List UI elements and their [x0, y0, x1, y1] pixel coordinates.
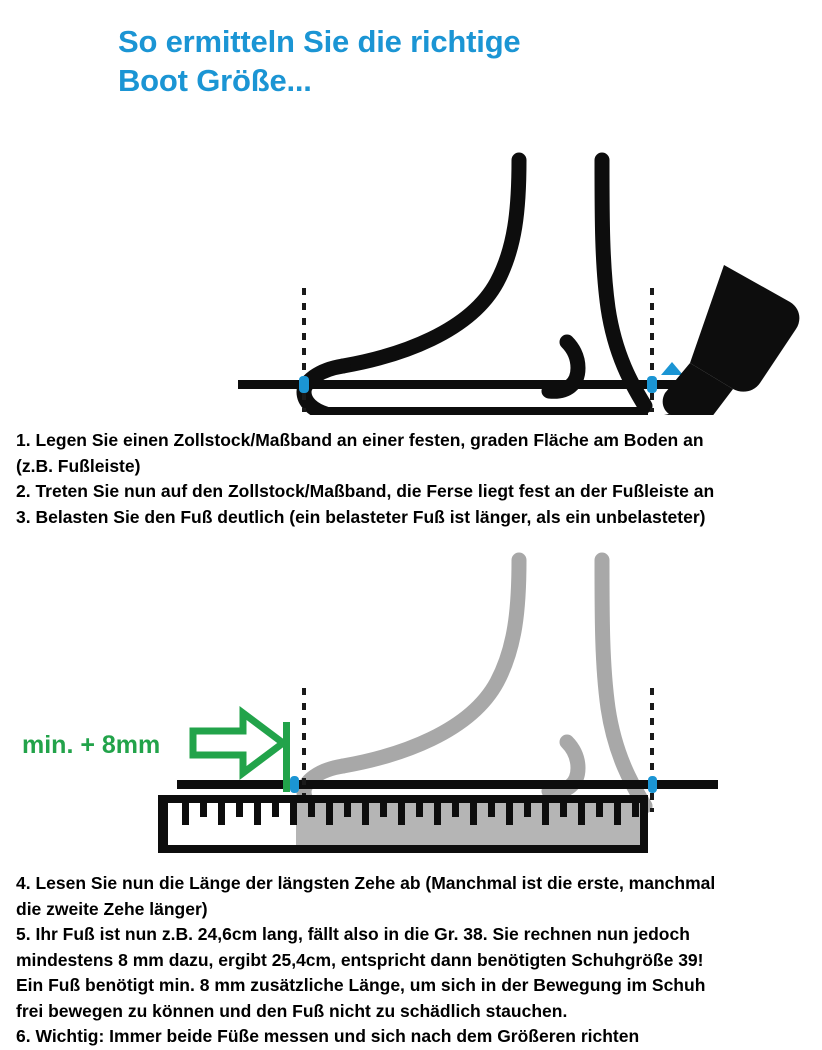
step-line: 6. Wichtig: Immer beide Füße messen und sich nach dem Größeren richten [16, 1026, 640, 1046]
step-line: 4. Lesen Sie nun die Länge der längsten Zehe ab (Manchmal ist die erste, manchmal [16, 873, 716, 893]
page-title-line-1: So ermitteln Sie die richtige [118, 24, 521, 59]
step-line: Ein Fuß benötigt min. 8 mm zusätzliche Länge, um sich in der Bewegung im Schuh [16, 975, 706, 995]
marker-pen [659, 265, 799, 415]
floor-line [238, 380, 718, 389]
instructions-steps-1-3 [16, 428, 811, 530]
step-line: 3. Belasten Sie den Fuß deutlich (ein belasteter Fuß ist länger, als ein unbelasteter) [16, 506, 706, 527]
blue-marker-toe [290, 776, 299, 793]
step-line: (z.B. Fußleiste) [16, 455, 141, 476]
green-arrow [193, 713, 283, 773]
blue-marker-toe [299, 376, 309, 393]
step-line: 5. Ihr Fuß ist nun z.B. 24,6cm lang, fällt also in die Gr. 38. Sie rechnen nun jedoch [16, 924, 690, 944]
diagram-foot-with-marker [0, 140, 822, 415]
diagram-foot-with-ruler [0, 545, 822, 865]
step-line: 1. Legen Sie einen Zollstock/Maßband an einer festen, graden Fläche am Boden an [16, 430, 704, 450]
blue-arrow-tip [661, 362, 683, 375]
page-title [118, 22, 758, 100]
ruler [158, 795, 648, 853]
blue-marker-heel [648, 776, 657, 793]
foot-outline-gray [304, 560, 645, 814]
step-line: frei bewegen zu können und den Fuß nicht zu schädlich stauchen. [16, 1000, 568, 1021]
floor-line [177, 780, 718, 789]
page-title-line-2: Boot Größe... [118, 63, 312, 98]
step-line: die zweite Zehe länger) [16, 898, 208, 919]
green-extra-length-line [283, 722, 290, 792]
step-line: 2. Treten Sie nun auf den Zollstock/Maßband, die Ferse liegt fest an der Fußleiste an [16, 481, 715, 501]
blue-marker-heel [647, 376, 657, 393]
step-line: mindestens 8 mm dazu, ergibt 25,4cm, entspricht dann benötigten Schuhgröße 39! [16, 949, 704, 970]
min-extra-length-label: min. + 8mm [22, 731, 161, 759]
instructions-steps-4-6 [16, 871, 811, 1050]
foot-outline-dark [304, 160, 645, 414]
